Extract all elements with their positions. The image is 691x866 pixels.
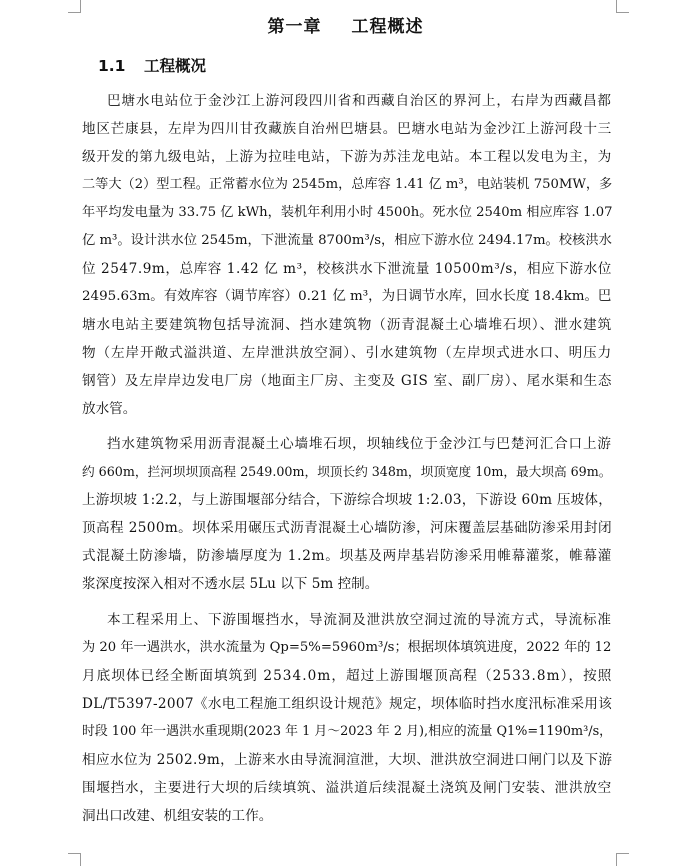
paragraph-line: 亿 m³。设计洪水位 2545m，下泄流量 8700m³/s，相应下游水位 2494.17m。校核洪水: [82, 233, 612, 248]
section-title: 工程概况: [144, 57, 207, 75]
chapter-heading: [0, 12, 691, 37]
paragraph-line: 2495.63m。有效库容（调节库容）0.21 亿 m³，为日调节水库，回水长度 18.4km。巴: [82, 289, 612, 304]
paragraph-line: 时段 100 年一遇洪水重现期(2023 年 1 月～2023 年 2 月),相应的流量 Q1%=1190m³/s，: [82, 724, 613, 739]
paragraph-line: 为 20 年一遇洪水，洪水流量为 Qp=5%=5960m³/s；根据坝体填筑进度，2022 年的 12: [82, 640, 612, 655]
paragraph-line: 月底坝体已经全断面填筑到 2534.0m，超过上游围堰顶高程（2533.8m），按照: [82, 668, 613, 684]
paragraph-line: 上游坝坡 1:2.2，与上游围堰部分结合，下游综合坝坡 1:2.03，下游设 60m 压坡体，: [82, 492, 613, 508]
paragraph-line: 式混凝土防渗墙，防渗墙厚度为 1.2m。坝基及两岸基岩防渗采用帷幕灌浆，帷幕灌: [82, 548, 613, 564]
chapter-number: 第一章: [267, 17, 322, 37]
paragraph-line: DL/T5397-2007《水电工程施工组织设计规范》规定，坝体临时挡水度汛标准采用该: [82, 696, 613, 712]
paragraph-line: 约 660m，拦河坝坝顶高程 2549.00m，坝顶长约 348m，坝顶宽度 10m，最大坝高 69m。: [82, 464, 612, 479]
section-number: 1.1: [98, 57, 126, 75]
paragraph-line: 年平均发电量为 33.75 亿 kWh，装机年利用小时 4500h。死水位 2540m 相应库容 1.07: [82, 205, 613, 220]
paragraph-line: 浆深度按深入相对不透水层 5Lu 以下 5m 控制。: [82, 576, 379, 592]
paragraph-line: 级开发的第九级电站，上游为拉哇电站，下游为苏洼龙电站。本工程以发电为主，为: [82, 149, 612, 165]
paragraph-line: 相应水位为 2502.9m，上游来水由导流洞渲泄，大坝、泄洪放空洞进口闸门以及下游: [82, 752, 613, 768]
paragraph-line: 放水管。: [82, 401, 137, 417]
chapter-title: 工程概述: [351, 17, 424, 37]
paragraph-line: 塘水电站主要建筑物包括导流洞、挡水建筑物（沥青混凝土心墙堆石坝）、泄水建筑: [82, 317, 613, 333]
paragraph-line: 本工程采用上、下游围堰挡水，导流洞及泄洪放空洞过流的导流方式，导流标准: [107, 612, 612, 628]
page-corner-mark: [616, 853, 629, 866]
paragraph-line: 挡水建筑物采用沥青混凝土心墙堆石坝，坝轴线位于金沙江与巴楚河汇合口上游: [107, 436, 612, 452]
paragraph-line: 巴塘水电站位于金沙江上游河段四川省和西藏自治区的界河上，右岸为西藏昌都: [107, 93, 612, 109]
paragraph-line: 顶高程 2500m。坝体采用碾压式沥青混凝土心墙防渗，河床覆盖层基础防渗采用封闭: [82, 520, 612, 536]
paragraph-line: 物（左岸开敞式溢洪道、左岸泄洪放空洞）、引水建筑物（左岸坝式进水口、明压力: [82, 345, 613, 361]
page-corner-mark: [68, 853, 81, 866]
paragraph-line: 洞出口改建、机组安装的工作。: [82, 808, 273, 824]
paragraph-line: 地区芒康县，左岸为四川甘孜藏族自治州巴塘县。巴塘水电站为金沙江上游河段十三: [82, 121, 612, 137]
paragraph-line: 钢管）及左岸岸边发电厂房（地面主厂房、主变及 GIS 室、副厂房）、尾水渠和生态: [82, 373, 613, 389]
section-heading: [98, 54, 206, 76]
paragraph-line: 二等大（2）型工程。正常蓄水位为 2545m，总库容 1.41 亿 m³，电站装机 750MW，多: [82, 177, 613, 192]
paragraph-line: 位 2547.9m，总库容 1.42 亿 m³，校核洪水下泄流量 10500m³/s，相应下游水位: [82, 261, 612, 277]
paragraph-line: 围堰挡水，主要进行大坝的后续填筑、溢洪道后续混凝土浇筑及闸门安装、泄洪放空: [82, 780, 612, 796]
